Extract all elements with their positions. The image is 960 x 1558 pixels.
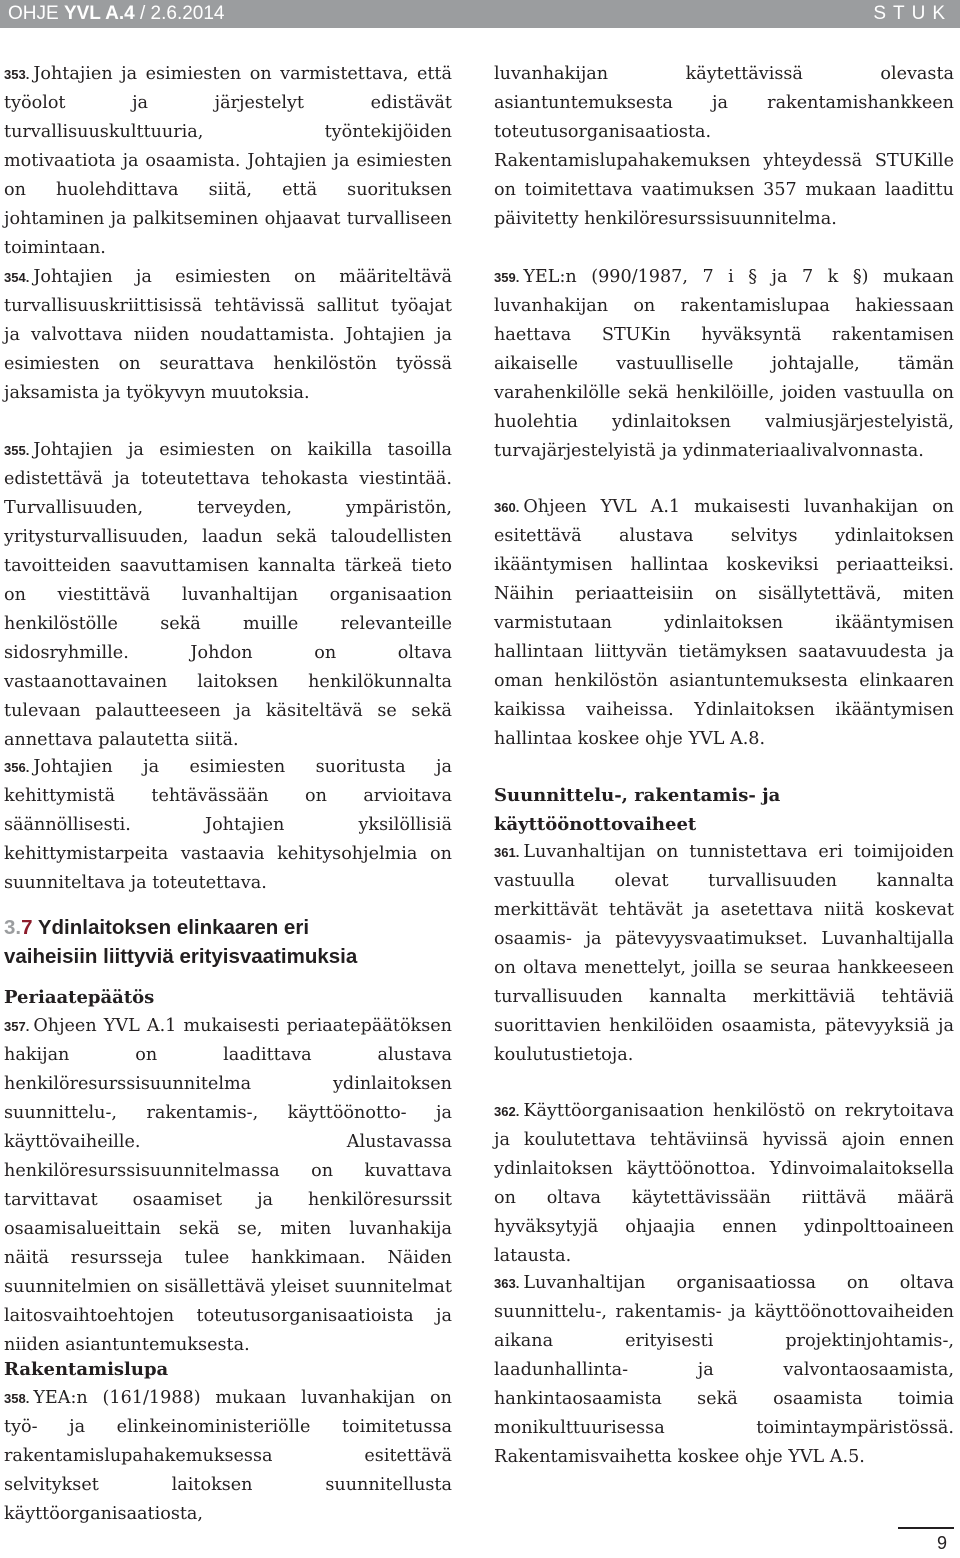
header-guide-code: YVL A.4	[63, 3, 135, 24]
paragraph-353: 353. Johtajien ja esimiesten on varmistettava, että työolot ja järjestelyt edistävät turvallisuuskulttuuria, työntekijöiden motivaatiota ja osaamista. Johtajien ja esimiesten on huolehdittava siitä, että suorituksen johtaminen ja palkitseminen ohjaavat turvalliseen toimintaan.	[4, 64, 452, 258]
page-header	[0, 0, 960, 28]
paragraph-356: 356. Johtajien ja esimiesten suoritusta ja kehittymistä tehtävässään on arvioitava säännöllisesti. Johtajien yksilöllisiä kehittymistarpeita vastaavia kehitysohjelmia on suunniteltava ja toteutettava.	[4, 757, 452, 893]
paragraph-360: 360. Ohjeen YVL A.1 mukaisesti luvanhakijan on esitettävä alustava selvitys ydinlaitoksen ikääntymisen hallintaa koskeviksi periaatteiksi. Näihin periaatteisiin on sisällytettävä, miten varmistutaan ydinlaitoksen ikääntymisen hallintaan liittyvän tietämyksen saatavuudesta ja oman henkilöstön asiantuntemuksesta elinkaaren kaikissa vaiheissa. Ydinlaitoksen ikääntymisen hallintaa koskee ohje YVL A.8.	[494, 497, 954, 749]
paragraph-357: 357. Ohjeen YVL A.1 mukaisesti periaatepäätöksen hakijan on laadittava alustava henkilöresurssisuunnitelma ydinlaitoksen suunnittelu-, rakentamis-, käyttöönotto- ja käyttövaiheille. Alustavassa henkilöresurssisuunnitelmassa on kuvattava tarvittavat osaamiset ja henkilöresurssit osaamisalueittain sekä se, miten luvanhakija näitä resursseja tulee hankkimaan. Näiden suunnitelmien on sisällettävä yleiset suunnitelmat laitosvaihtoehtojen toteutusorganisaatioista ja niiden asiantuntemuksesta.	[4, 1016, 452, 1355]
section-heading-3-7: 3.7 Ydinlaitoksen elinkaaren eri vaiheisiin liittyviä erityisvaatimuksia	[4, 916, 358, 968]
paragraph-362: 362. Käyttöorganisaation henkilöstö on rekrytoitava ja koulutettava tehtäviinsä hyvissä ajoin ennen ydinlaitoksen käyttöönottoa. Ydinvoimalaitoksella on oltava käytettävissään riittävä määrä hyväksytyjä ohjaajia ennen ydinpolttoaineen latausta.	[494, 1101, 954, 1266]
paragraph-359: 359. YEL:n (990/1987, 7 i § ja 7 k §) mukaan luvanhakijan on rakentamislupaa hakiessaan haettava STUKin hyväksyntä rakentamisen aikaiselle vastuulliselle johtajalle, tämän varahenkilölle sekä henkilöille, joiden vastuulla on huolehtia ydinlaitoksen valmiusjärjestelyistä, turvajärjestelyistä ja ydinmateriaalivalvonnasta.	[494, 267, 954, 461]
paragraph-355: 355. Johtajien ja esimiesten on kaikilla tasoilla edistettävä ja toteutettava tehokasta viestintää. Turvallisuuden, terveyden, ympäristön, yritysturvallisuuden, laadun sekä taloudellisten tavoitteiden saavuttamisen kannalta tärkeä tieto on viestittävä luvanhaltijan organisaation henkilöstölle sekä muille relevanteille sidosryhmille. Johdon on oltava vastaanottavainen laitoksen henkilökunnalta tulevaan palautteeseen ja käsiteltävä se sekä annettava palautetta siitä.	[4, 440, 452, 750]
subheading-rakentamislupa: Rakentamislupa	[4, 1359, 169, 1380]
header-document-id: OHJE YVL A.4 / 2.6.2014	[8, 3, 225, 24]
section-title-line-2: vaiheisiin liittyviä erityisvaatimuksia	[4, 945, 358, 968]
paragraph-358-continued: luvanhakijan käytettävissä olevasta asiantuntemuksesta ja rakentamishankkeen toteutusorganisaatiosta. Rakentamislupahakemuksen yhteydessä STUKille on toimitettava vaatimuksen 357 mukaan laadittu päivitetty henkilöresurssisuunnitelma.	[494, 64, 954, 229]
header-date: / 2.6.2014	[134, 3, 225, 24]
paragraph-354: 354. Johtajien ja esimiesten on määriteltävä turvallisuuskriittisissä tehtävissä sallitut työajat ja valvottava niiden noudattamista. Johtajien ja esimiesten on seurattava henkilöstön työssä jaksamista ja työkyvyn muutoksia.	[4, 267, 452, 403]
subheading-suunnittelu: Suunnittelu-, rakentamis- ja käyttöönottovaiheet	[494, 785, 781, 835]
paragraph-363: 363. Luvanhaltijan organisaatiossa on oltava suunnittelu-, rakentamis- ja käyttöönottovaiheiden aikana erityisesti projektinjohtamis-, laadunhallinta- ja valvontaosaamista, hankintaosaamista sekä osaamista toimia monikulttuurisessa toimintaympäristössä. Rakentamisvaihetta koskee ohje YVL A.5.	[494, 1273, 954, 1467]
subheading-periaatepaatos: Periaatepäätös	[4, 987, 155, 1008]
page-number: 9	[937, 1533, 948, 1553]
section-title-line-1: Ydinlaitoksen elinkaaren eri	[37, 916, 310, 939]
paragraph-361: 361. Luvanhaltijan on tunnistettava eri toimijoiden vastuulla olevat turvallisuuden kannalta merkittävät tehtävät ja asetettava niitä koskevat osaamis- ja pätevyysvaatimukset. Luvanhaltijalla on oltava menettelyt, joilla se seuraa hankkeeseen turvallisuuden kannalta merkittäviä tehtäviä suorittavien henkilöiden osaamista, pätevyyksiä ja koulutustietoja.	[494, 842, 954, 1065]
footer-rule	[898, 1527, 954, 1529]
header-organization: STUK	[873, 3, 952, 24]
paragraph-358: 358. YEA:n (161/1988) mukaan luvanhakijan on työ- ja elinkeinoministeriölle toimitetussa rakentamislupahakemuksessa esitettävä selvitykset laitoksen suunnitellusta käyttöorganisaatiosta,	[4, 1388, 452, 1524]
